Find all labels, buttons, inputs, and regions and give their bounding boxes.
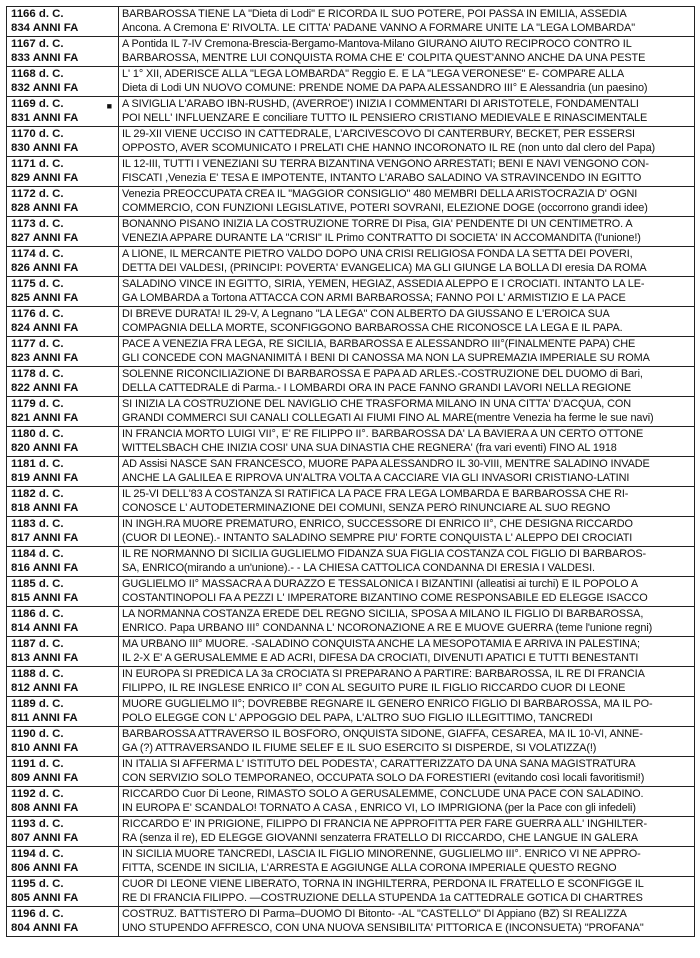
table-row <box>7 697 695 727</box>
event-text-line: IN EUROPA E' SCANDALO! TORNATO A CASA , ENRICO VI, LO IMPRIGIONA (per la Pace con gli infedeli) <box>122 801 636 814</box>
event-text-line: L' 1° XII, ADERISCE ALLA "LEGA LOMBARDA" Reggio E. E LA "LEGA VERONESE" E- COMPARE ALLA <box>122 68 625 80</box>
event-text-line: GUGLIELMO II° MASSACRA A DURAZZO E TESSALONICA I BIZANTINI (alleatisi ai turchi) E IL POPOLO A <box>122 578 639 590</box>
table-row <box>7 607 695 637</box>
date-cell <box>7 247 119 277</box>
table-row <box>7 217 695 247</box>
year-label: 1168 d. C. <box>11 68 64 80</box>
event-cell <box>119 487 695 517</box>
table-row <box>7 517 695 547</box>
year-label: 1176 d. C. <box>11 308 64 320</box>
table-row <box>7 247 695 277</box>
table-row <box>7 337 695 367</box>
event-text-line: IL RE NORMANNO DI SICILIA GUGLIELMO FIDANZA SUA FIGLIA COSTANZA COL FIGLIO DI BARBAROS- <box>122 548 647 560</box>
event-text-line: A SIVIGLIA L'ARABO IBN-RUSHD, (AVERROE') INIZIA I COMMENTARI DI ARISTOTELE, FONDAMENTALI <box>122 98 639 110</box>
event-text-line: IN SICILIA MUORE TANCREDI, LASCIA IL FIGLIO MINORENNE, GUGLIELMO III°. ENRICO VI NE APPRO- <box>122 848 641 860</box>
date-cell <box>7 427 119 457</box>
event-text-line: FITTA, SCENDE IN SICILIA, L'ARRESTA E AGGIUNGE ALLA CORONA IMPERIALE QUESTO REGNO <box>122 861 617 874</box>
event-cell <box>119 517 695 547</box>
years-ago-label: 826 ANNI FA <box>11 261 79 274</box>
year-label: 1193 d. C. <box>11 818 64 830</box>
years-ago-label: 825 ANNI FA <box>11 291 79 304</box>
years-ago-label: 811 ANNI FA <box>11 711 78 724</box>
date-cell <box>7 697 119 727</box>
table-row <box>7 367 695 397</box>
years-ago-label: 820 ANNI FA <box>11 441 79 454</box>
event-text-line: IL 25-VI DELL'83 A COSTANZA SI RATIFICA LA PACE FRA LEGA LOMBARDA E BARBAROSSA CHE RI- <box>122 488 629 500</box>
date-cell <box>7 307 119 337</box>
date-cell <box>7 877 119 907</box>
event-text-line: DI BREVE DURATA! IL 29-V, A Legnano "LA LEGA" CON ALBERTO DA GIUSSANO E L'EROICA SUA <box>122 308 610 320</box>
event-cell <box>119 457 695 487</box>
event-text-line: IN ITALIA SI AFFERMA L' ISTITUTO DEL PODESTA', CARATTERIZZATO DA UNA SANA MAGISTRATURA <box>122 758 636 770</box>
event-cell <box>119 847 695 877</box>
years-ago-label: 818 ANNI FA <box>11 501 79 514</box>
date-cell <box>7 277 119 307</box>
event-text-line: COMMERCIO, CON FUNZIONI LEGISLATIVE, POTERI SOVRANI, ELEZIONE DOGE (occorrono grandi idee) <box>122 201 648 214</box>
event-text-line: SI INIZIA LA COSTRUZIONE DEL NAVIGLIO CHE TRASFORMA MILANO IN UNA CITTA' D'ACQUA, CON <box>122 398 632 410</box>
event-text-line: A LIONE, IL MERCANTE PIETRO VALDO DOPO UNA CRISI RELIGIOSA FONDA LA SETTA DEI POVERI, <box>122 248 633 260</box>
years-ago-label: 827 ANNI FA <box>11 231 79 244</box>
date-cell <box>7 577 119 607</box>
table-row <box>7 457 695 487</box>
year-label: 1187 d. C. <box>11 638 64 650</box>
year-label: 1180 d. C. <box>11 428 64 440</box>
date-cell <box>7 337 119 367</box>
date-cell <box>7 127 119 157</box>
year-label: 1191 d. C. <box>11 758 64 770</box>
years-ago-label: 834 ANNI FA <box>11 21 79 34</box>
event-text-line: RICCARDO E' IN PRIGIONE, FILIPPO DI FRANCIA NE APPROFITTA PER FARE GUERRA ALL' INGHILTER- <box>122 818 647 830</box>
table-row <box>7 877 695 907</box>
date-cell <box>7 97 119 127</box>
years-ago-label: 815 ANNI FA <box>11 591 79 604</box>
years-ago-label: 830 ANNI FA <box>11 141 79 154</box>
date-cell <box>7 637 119 667</box>
event-text-line: Dieta di Lodi UN NUOVO COMUNE: PRENDE NOME DA PAPA ALESSANDRO III° E Alessandria (un paesino) <box>122 81 648 94</box>
years-ago-label: 808 ANNI FA <box>11 801 79 814</box>
event-cell <box>119 187 695 217</box>
event-text-line: GRANDI COMMERCI SUI CANALI COLLEGATI AI FIUMI FINO AL MARE(mentre Venezia ha ferme le sue navi) <box>122 411 654 424</box>
event-text-line: VENEZIA APPARE DURANTE LA "CRISI" IL Primo CONTRATTO DI SOCIETA' IN ACCOMANDITA (l'unione!) <box>122 231 641 244</box>
table-row <box>7 37 695 67</box>
event-text-line: ENRICO. Papa URBANO III° CONDANNA L' NCORONAZIONE A RE E MUOVE GUERRA (teme l'unione regni) <box>122 621 653 634</box>
event-text-line: OPPOSTO, AVER SCOMUNICATO I PRELATI CHE HANNO INCORONATO IL RE (non unto dal clero del Papa) <box>122 141 656 154</box>
date-cell <box>7 487 119 517</box>
date-cell <box>7 67 119 97</box>
table-row <box>7 127 695 157</box>
table-row <box>7 307 695 337</box>
event-text-line: BARBAROSSA TIENE LA "Dieta di Lodi" E RICORDA IL SUO POTERE, POI PASSA IN EMILIA, ASSEDIA <box>122 8 627 20</box>
table-row <box>7 847 695 877</box>
event-text-line: IN FRANCIA MORTO LUIGI VII°, E' RE FILIPPO II°. BARBAROSSA DA' LA BAVIERA A UN CERTO OTTONE <box>122 428 644 440</box>
event-text-line: CON SERVIZIO SOLO TEMPORANEO, OCCUPATA SOLO DA FORESTIERI (evitando così locali favoritismi!) <box>122 771 645 784</box>
year-label: 1185 d. C. <box>11 578 64 590</box>
date-cell <box>7 517 119 547</box>
table-row <box>7 487 695 517</box>
event-cell <box>119 217 695 247</box>
date-cell <box>7 7 119 37</box>
event-text-line: ANCHE LA GALILEA E RIPROVA UN'ALTRA VOLTA A CACCIARE VIA GLI INVASORI CRISTIANO-LATINI <box>122 471 630 484</box>
year-label: 1196 d. C. <box>11 908 64 920</box>
date-cell <box>7 547 119 577</box>
year-label: 1183 d. C. <box>11 518 64 530</box>
event-text-line: BARBAROSSA, MENTRE LUI CONQUISTA ROMA CHE E' COLPITA QUEST'ANNO ANCHE DA UNA PESTE <box>122 51 646 64</box>
event-cell <box>119 667 695 697</box>
event-text-line: CUOR DI LEONE VIENE LIBERATO, TORNA IN INGHILTERRA, PERDONA IL FRATELLO E SCONFIGGE IL <box>122 878 644 890</box>
event-text-line: POI NELL' INFLUENZARE E conciliare TUTTO IL PENSIERO CRISTIANO MEDIEVALE E RINASCIMENTALE <box>122 111 648 124</box>
event-text-line: RA (senza il re), ED ELEGGE GIOVANNI senzaterra FRATELLO DI RICCARDO, CHE LANGUE IN GALERA <box>122 831 638 844</box>
event-text-line: CONOSCE L' AUTODETERMINAZIONE DEI COMUNI, SENZA PERÒ RINUNCIARE AL SUO REGNO <box>122 501 611 514</box>
date-cell <box>7 397 119 427</box>
event-text-line: SA, ENRICO(mirando a un'unione).- - LA CHIESA CATTOLICA CONDANNA DI ERESIA I VALDESI. <box>122 561 595 574</box>
years-ago-label: 805 ANNI FA <box>11 891 79 904</box>
year-label: 1172 d. C. <box>11 188 64 200</box>
year-label: 1181 d. C. <box>11 458 64 470</box>
years-ago-label: 819 ANNI FA <box>11 471 79 484</box>
event-text-line: WITTELSBACH CHE INIZIA COSI' UNA SUA DINASTIA CHE REGNERA' (fra vari eventi) FINO AL 1918 <box>122 441 617 454</box>
years-ago-label: 817 ANNI FA <box>11 531 79 544</box>
date-cell <box>7 667 119 697</box>
year-label: 1184 d. C. <box>11 548 64 560</box>
table-row <box>7 67 695 97</box>
years-ago-label: 832 ANNI FA <box>11 81 79 94</box>
date-cell <box>7 187 119 217</box>
date-cell <box>7 457 119 487</box>
chronology-table <box>6 6 695 937</box>
event-cell <box>119 157 695 187</box>
event-text-line: POLO ELEGGE CON L' APPOGGIO DEL PAPA, L'ALTRO SUO FIGLIO ILLEGITTIMO, TANCREDI <box>122 711 593 724</box>
event-text-line: Ancona. A Cremona E' RIVOLTA. LE CITTA' PADANE VANNO A FORMARE UNITE LA "LEGA LOMBARDA" <box>122 21 635 34</box>
chronology-rows <box>7 7 695 937</box>
event-text-line: IL 29-XII VIENE UCCISO IN CATTEDRALE, L'ARCIVESCOVO DI CANTERBURY, BECKET, PER ESSERSI <box>122 128 635 140</box>
year-label: 1189 d. C. <box>11 698 64 710</box>
years-ago-label: 822 ANNI FA <box>11 381 79 394</box>
event-text-line: DELLA CATTEDRALE di Parma.- I LOMBARDI ORA IN PACE FANNO GRANDI LAVORI NELLA REGIONE <box>122 381 632 394</box>
event-text-line: RICCARDO Cuor Di Leone, RIMASTO SOLO A GERUSALEMME, CONCLUDE UNA PACE CON SALADINO. <box>122 788 644 800</box>
bullet-marker: ■ <box>106 101 112 111</box>
table-row <box>7 427 695 457</box>
year-label: 1188 d. C. <box>11 668 64 680</box>
event-text-line: UNO STUPENDO AFFRESCO, CON UNA NUOVA SENSIBILITA' PITTORICA E (INCONSUETA) "PROFANA" <box>122 921 644 934</box>
date-cell <box>7 727 119 757</box>
date-cell <box>7 757 119 787</box>
event-text-line: MA URBANO III° MUORE. -SALADINO CONQUISTA ANCHE LA MESOPOTAMIA E ARRIVA IN PALESTINA; <box>122 638 640 650</box>
date-cell <box>7 607 119 637</box>
year-label: 1195 d. C. <box>11 878 64 890</box>
table-row <box>7 97 695 127</box>
year-label: 1174 d. C. <box>11 248 64 260</box>
event-text-line: GA LOMBARDA a Tortona ATTACCA CON ARMI BARBAROSSA; FANNO POI L' ARMISTIZIO E LA PACE <box>122 291 626 304</box>
table-row <box>7 787 695 817</box>
event-text-line: FILIPPO, IL RE INGLESE ENRICO II° CON AL SEGUITO PURE IL FIGLIO RICCARDO CUOR DI LEONE <box>122 681 626 694</box>
years-ago-label: 814 ANNI FA <box>11 621 79 634</box>
year-label: 1179 d. C. <box>11 398 64 410</box>
event-text-line: Venezia PREOCCUPATA CREA IL "MAGGIOR CONSIGLIO" 480 MEMBRI DELLA ARISTOCRAZIA D' OGNI <box>122 188 638 200</box>
event-cell <box>119 907 695 937</box>
year-label: 1167 d. C. <box>11 38 64 50</box>
event-text-line: GA (?) ATTRAVERSANDO IL FIUME SELEF E IL SUO ESERCITO SI DISPERDE, SI VOLATIZZA(!) <box>122 741 597 754</box>
year-label: 1169 d. C. <box>11 98 64 110</box>
event-text-line: SALADINO VINCE IN EGITTO, SIRIA, YEMEN, HEGIAZ, ASSEDIA ALEPPO E I CROCIATI. INTANTO LA LE- <box>122 278 645 290</box>
date-cell <box>7 787 119 817</box>
event-text-line: RE DI FRANCIA FILIPPO. —COSTRUZIONE DELLA STUPENDA 1a CATTEDRALE GOTICA DI CHARTRES <box>122 891 643 904</box>
years-ago-label: 828 ANNI FA <box>11 201 79 214</box>
years-ago-label: 829 ANNI FA <box>11 171 79 184</box>
table-row <box>7 577 695 607</box>
years-ago-label: 809 ANNI FA <box>11 771 79 784</box>
years-ago-label: 831 ANNI FA <box>11 111 79 124</box>
year-label: 1186 d. C. <box>11 608 64 620</box>
event-text-line: (CUOR DI LEONE).- INTANTO SALADINO SEMPRE PIU' FORTE CONQUISTA L' ALEPPO DEI CROCIATI <box>122 531 633 544</box>
event-cell <box>119 307 695 337</box>
event-cell <box>119 277 695 307</box>
year-label: 1178 d. C. <box>11 368 64 380</box>
event-cell <box>119 37 695 67</box>
table-row <box>7 757 695 787</box>
years-ago-label: 810 ANNI FA <box>11 741 79 754</box>
table-row <box>7 547 695 577</box>
date-cell <box>7 157 119 187</box>
year-label: 1175 d. C. <box>11 278 64 290</box>
years-ago-label: 833 ANNI FA <box>11 51 79 64</box>
event-text-line: BONANNO PISANO INIZIA LA COSTRUZIONE TORRE DI Pisa, GIA' PENDENTE DI UN CENTIMETRO. A <box>122 218 633 230</box>
event-cell <box>119 697 695 727</box>
event-cell <box>119 547 695 577</box>
event-cell <box>119 787 695 817</box>
event-cell <box>119 397 695 427</box>
event-cell <box>119 337 695 367</box>
event-cell <box>119 367 695 397</box>
date-cell <box>7 37 119 67</box>
year-label: 1170 d. C. <box>11 128 64 140</box>
year-label: 1194 d. C. <box>11 848 64 860</box>
years-ago-label: 806 ANNI FA <box>11 861 79 874</box>
event-text-line: AD Assisi NASCE SAN FRANCESCO, MUORE PAPA ALESSANDRO IL 30-VIII, MENTRE SALADINO INVADE <box>122 458 650 470</box>
years-ago-label: 816 ANNI FA <box>11 561 79 574</box>
event-text-line: DETTA DEI VALDESI, (PRINCIPI: POVERTA' EVANGELICA) MA GLI GIUNGE LA BOLLA DI eresia DA ROMA <box>122 261 647 274</box>
chronology-sheet <box>6 6 694 952</box>
event-text-line: COSTANTINOPOLI FA A PEZZI L' IMPERATORE BIZANTINO COME RESPONSABILE ED ELEGGE ISACCO <box>122 591 648 604</box>
event-cell <box>119 427 695 457</box>
table-row <box>7 727 695 757</box>
years-ago-label: 824 ANNI FA <box>11 321 79 334</box>
event-text-line: IN EUROPA SI PREDICA LA 3a CROCIATA SI PREPARANO A PARTIRE: BARBAROSSA, IL RE DI FRANCIA <box>122 668 645 680</box>
year-label: 1190 d. C. <box>11 728 64 740</box>
year-label: 1173 d. C. <box>11 218 64 230</box>
table-row <box>7 187 695 217</box>
event-text-line: IL 12-III, TUTTI I VENEZIANI SU TERRA BIZANTINA VENGONO ARRESTATI; BENI E NAVI VENGONO CON- <box>122 158 649 170</box>
year-label: 1166 d. C. <box>11 8 64 20</box>
event-cell <box>119 97 695 127</box>
table-row <box>7 667 695 697</box>
year-label: 1192 d. C. <box>11 788 64 800</box>
event-cell <box>119 817 695 847</box>
date-cell <box>7 217 119 247</box>
event-text-line: IL 2-X E' A GERUSALEMME E AD ACRI, DIFESA DA CROCIATI, DIVENUTI APATICI E TUTTI BENESTANTI <box>122 651 639 664</box>
event-text-line: GLI CONCEDE CON MAGNANIMITÀ I BENI DI CANOSSA MA NON LA SUPREMAZIA IMPERIALE SU ROMA <box>122 351 650 364</box>
event-text-line: SOLENNE RICONCILIAZIONE DI BARBAROSSA E PAPA AD ARLES.-COSTRUZIONE DEL DUOMO di Bari, <box>122 368 643 380</box>
event-text-line: IN INGH.RA MUORE PREMATURO, ENRICO, SUCCESSORE DI ENRICO II°, CHE DESIGNA RICCARDO <box>122 518 633 530</box>
date-cell <box>7 847 119 877</box>
table-row <box>7 907 695 937</box>
event-cell <box>119 127 695 157</box>
year-label: 1182 d. C. <box>11 488 64 500</box>
event-cell <box>119 637 695 667</box>
table-row <box>7 7 695 37</box>
years-ago-label: 813 ANNI FA <box>11 651 79 664</box>
event-text-line: PACE A VENEZIA FRA LEGA, RE SICILIA, BARBAROSSA E ALESSANDRO III°(FINALMENTE PAPA) CHE <box>122 338 636 350</box>
event-text-line: MUORE GUGLIELMO II°; DOVREBBE REGNARE IL GENERO ENRICO FIGLIO DI BARBAROSSA, MA IL PO- <box>122 698 653 710</box>
date-cell <box>7 907 119 937</box>
event-cell <box>119 67 695 97</box>
event-text-line: COSTRUZ. BATTISTERO DI Parma–DUOMO DI Bitonto- -AL "CASTELLO" DI Appiano (BZ) SI REALIZZA <box>122 908 627 920</box>
event-cell <box>119 727 695 757</box>
years-ago-label: 821 ANNI FA <box>11 411 79 424</box>
event-text-line: BARBAROSSA ATTRAVERSO IL BOSFORO, ONQUISTA SIDONE, GIAFFA, CESAREA, MA IL 10-VI, ANNE- <box>122 728 643 740</box>
date-cell <box>7 817 119 847</box>
event-cell <box>119 247 695 277</box>
table-row <box>7 817 695 847</box>
years-ago-label: 823 ANNI FA <box>11 351 79 364</box>
event-text-line: LA NORMANNA COSTANZA EREDE DEL REGNO SICILIA, SPOSA A MILANO IL FIGLIO DI BARBAROSSA, <box>122 608 644 620</box>
event-cell <box>119 757 695 787</box>
years-ago-label: 812 ANNI FA <box>11 681 79 694</box>
years-ago-label: 804 ANNI FA <box>11 921 79 934</box>
event-text-line: A Pontida IL 7-IV Cremona-Brescia-Bergamo-Mantova-Milano GIURANO AIUTO RECIPROCO CONTRO IL <box>122 38 632 50</box>
table-row <box>7 637 695 667</box>
table-row <box>7 157 695 187</box>
event-text-line: FISCATI ,Venezia E' TESA E IMPOTENTE, INTANTO L'ARABO SALADINO VA STRAVINCENDO IN EGITTO <box>122 171 642 184</box>
table-row <box>7 277 695 307</box>
years-ago-label: 807 ANNI FA <box>11 831 79 844</box>
year-label: 1177 d. C. <box>11 338 64 350</box>
date-cell <box>7 367 119 397</box>
event-cell <box>119 577 695 607</box>
event-cell <box>119 607 695 637</box>
event-text-line: COMPAGNIA DELLA MORTE, SCONFIGGONO BARBAROSSA CHE RICONOSCE LA LEGA E IL PAPA. <box>122 321 623 334</box>
year-label: 1171 d. C. <box>11 158 64 170</box>
event-cell <box>119 7 695 37</box>
table-row <box>7 397 695 427</box>
event-cell <box>119 877 695 907</box>
